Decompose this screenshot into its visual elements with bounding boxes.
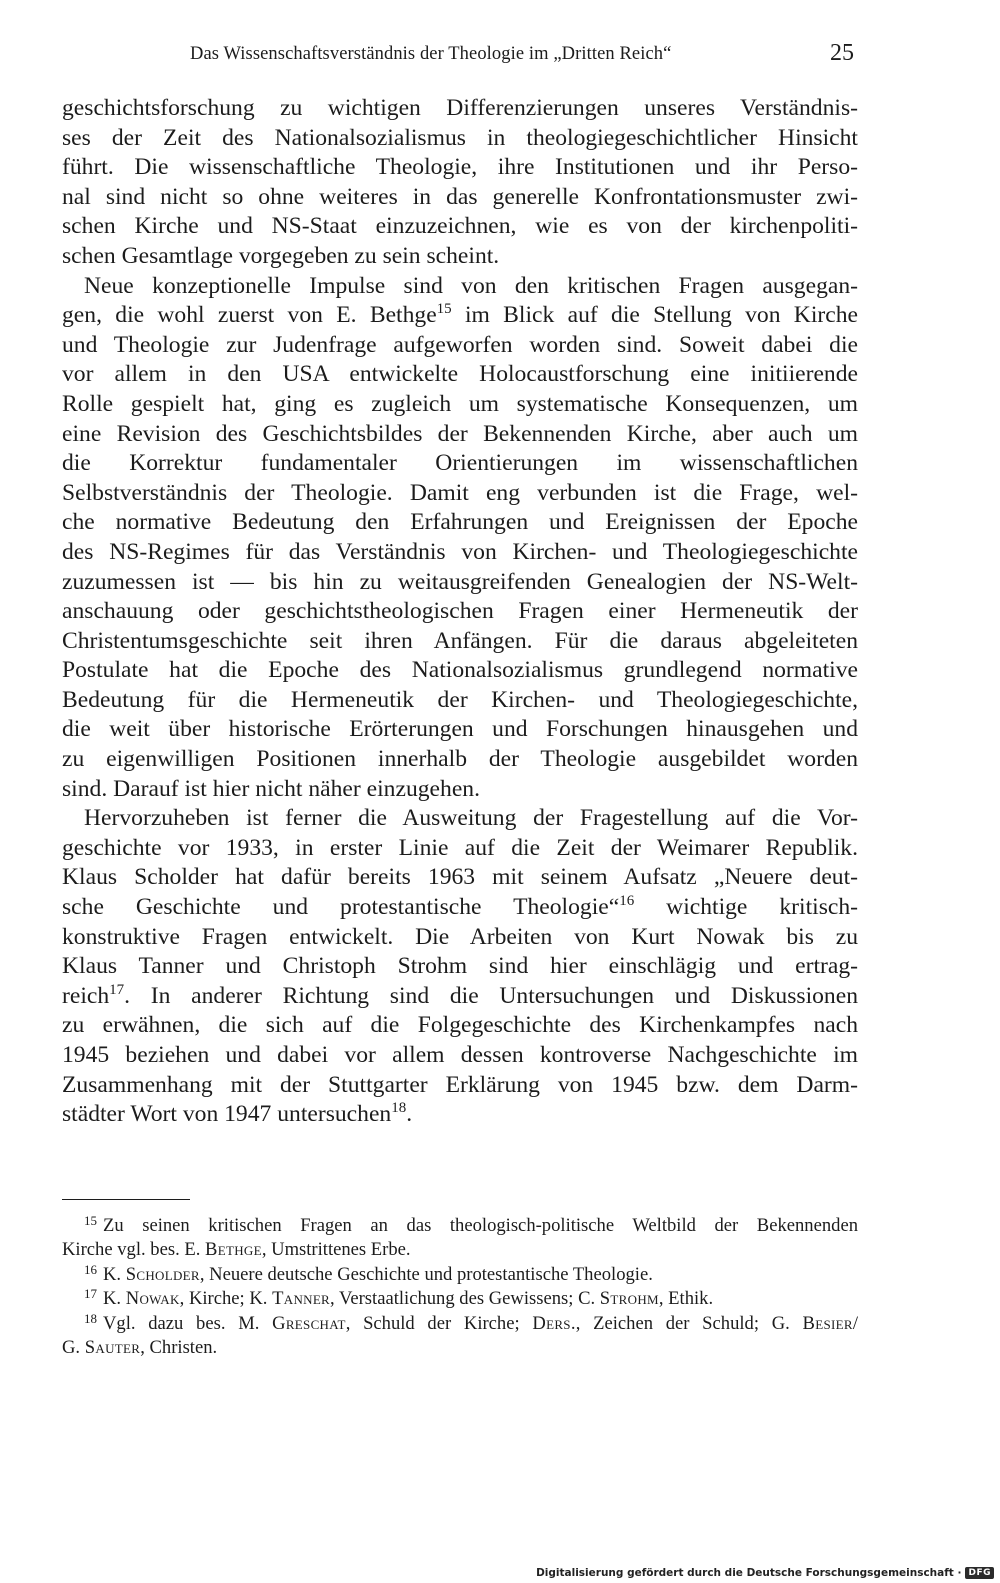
footnote-16 xyxy=(62,1263,858,1287)
text-span: städter Wort von 1947 untersuchen xyxy=(62,1101,392,1128)
text-line: Christentumsgeschichte seit ihren Anfängen. Für die daraus abgeleiteten xyxy=(62,627,858,654)
footnote-17 xyxy=(62,1287,858,1311)
text-line xyxy=(62,1214,858,1238)
text-line: Rolle gespielt hat, ging es zugleich um systematische Konsequenzen, um xyxy=(62,390,858,417)
footnotes xyxy=(62,1214,858,1360)
text-span: wichtige kritisch- xyxy=(634,894,858,921)
text-line: und Theologie zur Judenfrage aufgeworfen worden sind. Soweit dabei die xyxy=(62,331,858,358)
text-span: sche Geschichte und protestantische Theologie“ xyxy=(62,894,620,921)
banner-text: Digitalisierung gefördert durch die Deutsche Forschungsgemeinschaft · xyxy=(536,1567,962,1579)
footnote-ref-16[interactable]: 16 xyxy=(619,893,635,910)
text-span: , Ethik. xyxy=(658,1288,714,1310)
footnote-divider xyxy=(62,1199,190,1200)
text-line xyxy=(62,982,858,1012)
text-line: geschichtsforschung zu wichtigen Differenzierungen unseres Verständnis- xyxy=(62,95,858,121)
author-name: Ders. xyxy=(532,1312,576,1334)
text-span: Kirche vgl. bes. E. xyxy=(62,1239,206,1261)
text-line: eine Revision des Geschichtsbildes der Bekennenden Kirche, aber auch um xyxy=(62,420,858,447)
text-line xyxy=(62,1312,858,1336)
text-line: nal sind nicht so ohne weiteres in das generelle Konfrontationsmuster zwi- xyxy=(62,183,858,210)
author-name: Greschat xyxy=(272,1312,346,1334)
author-name: Bethge xyxy=(205,1239,262,1261)
text-span: / xyxy=(852,1312,858,1334)
text-line xyxy=(62,893,858,923)
text-span: Zu seinen kritischen Fragen an das theologisch-politische Weltbild der Bekennenden xyxy=(103,1215,858,1236)
author-name: Nowak xyxy=(125,1288,180,1310)
text-line: ses der Zeit des Nationalsozialismus in theologiegeschichtlicher Hinsicht xyxy=(62,124,858,151)
text-line xyxy=(62,1287,858,1311)
text-line: Zusammenhang mit der Stuttgarter Erklärung von 1945 bzw. dem Darm- xyxy=(62,1071,858,1098)
text-line: geschichte vor 1933, in erster Linie auf die Zeit der Weimarer Republik. xyxy=(62,834,858,861)
footnote-number: 17 xyxy=(84,1286,97,1302)
text-span: . xyxy=(406,1101,413,1128)
text-line: Klaus Scholder hat dafür bereits 1963 mit seinem Aufsatz „Neuere deut- xyxy=(62,864,858,891)
text-line: Neue konzeptionelle Impulse sind von den kritischen Fragen ausgegan- xyxy=(84,272,858,299)
text-span: Vgl. dazu bes. M. xyxy=(103,1312,273,1334)
paragraph-2 xyxy=(62,272,858,805)
author-name: Sauter xyxy=(84,1337,141,1359)
author-name: Strohm xyxy=(599,1288,659,1310)
text-line: zu eigenwilligen Positionen innerhalb der Theologie ausgebildet worden xyxy=(62,746,858,773)
text-line xyxy=(62,301,858,331)
text-line: die weit über historische Erörterungen und Forschungen hinausgehen und xyxy=(62,716,858,743)
text-line: anschauung oder geschichtstheologischen Fragen einer Hermeneutik der xyxy=(62,598,858,625)
text-line: Postulate hat die Epoche des Nationalsozialismus grundlegend normative xyxy=(62,657,858,684)
footnote-number: 16 xyxy=(84,1261,97,1277)
text-line: führt. Die wissenschaftliche Theologie, ihre Institutionen und ihr Perso- xyxy=(62,154,858,181)
footnote-number: 18 xyxy=(84,1310,97,1326)
text-line: die Korrektur fundamentaler Orientierungen im wissenschaftlichen xyxy=(62,450,858,477)
text-line: Hervorzuheben ist ferner die Ausweitung der Fragestellung auf die Vor- xyxy=(84,805,858,832)
footnote-ref-17[interactable]: 17 xyxy=(109,981,125,998)
text-span: G. xyxy=(62,1337,85,1359)
text-span: , Verstaatlichung des Gewissens; C. xyxy=(330,1288,600,1310)
text-span: , Christen. xyxy=(140,1337,218,1359)
text-span: . In anderer Richtung sind die Untersuchungen und Diskussionen xyxy=(124,982,858,1009)
running-title: Das Wissenschaftsverständnis der Theologie im „Dritten Reich“ xyxy=(190,44,672,64)
text-span: , Neuere deutsche Geschichte und protestantische Theologie. xyxy=(199,1263,653,1285)
footnote-ref-18[interactable]: 18 xyxy=(391,1100,407,1117)
text-line: 1945 beziehen und dabei vor allem dessen kontroverse Nachgeschichte im xyxy=(62,1042,858,1068)
text-line: des NS-Regimes für das Verständnis von Kirchen- und Theologiegeschichte xyxy=(62,538,858,565)
paragraph-3 xyxy=(62,804,858,1130)
author-name: Scholder xyxy=(125,1263,200,1285)
dfg-logo: DFG xyxy=(965,1567,994,1579)
text-span: K. xyxy=(103,1263,126,1285)
author-name: Besier xyxy=(802,1312,853,1334)
text-line xyxy=(62,1100,858,1130)
text-line xyxy=(62,1263,858,1287)
text-span: , Zeichen der Schuld; G. xyxy=(575,1312,803,1334)
paragraph-1 xyxy=(62,94,858,272)
footnote-number: 15 xyxy=(84,1213,97,1228)
text-line: Bedeutung für die Hermeneutik der Kirchen- und Theologiegeschichte, xyxy=(62,686,858,713)
text-line: Klaus Tanner und Christoph Strohm sind hier einschlägig und ertrag- xyxy=(62,953,858,980)
text-line: zu erwähnen, die sich auf die Folgegeschichte des Kirchenkampfes nach xyxy=(62,1012,858,1039)
text-span: , Kirche; K. xyxy=(179,1288,273,1310)
text-line: Selbstverständnis der Theologie. Damit eng verbunden ist die Frage, wel- xyxy=(62,479,858,506)
digitization-banner xyxy=(536,1567,994,1579)
footnote-18 xyxy=(62,1312,858,1361)
text-line: schen Gesamtlage vorgegeben zu sein scheint. xyxy=(62,242,500,269)
page-number: 25 xyxy=(830,40,854,66)
text-span: gen, die wohl zuerst von E. Bethge xyxy=(62,302,437,329)
text-line: schen Kirche und NS-Staat einzuzeichnen, wie es von der kirchenpoliti- xyxy=(62,213,858,240)
footnote-ref-15[interactable]: 15 xyxy=(436,301,452,318)
text-line: che normative Bedeutung den Erfahrungen und Ereignissen der Epoche xyxy=(62,509,858,536)
text-span: K. xyxy=(103,1288,126,1310)
text-line xyxy=(62,1238,858,1262)
footnote-15 xyxy=(62,1214,858,1263)
text-line xyxy=(62,1336,858,1360)
text-span: reich xyxy=(62,982,110,1009)
text-line: vor allem in den USA entwickelte Holocaustforschung eine initiierende xyxy=(62,361,858,388)
text-line: sind. Darauf ist hier nicht näher einzugehen. xyxy=(62,775,480,802)
author-name: Tanner xyxy=(272,1288,331,1310)
text-span: im Blick auf die Stellung von Kirche xyxy=(451,302,859,329)
text-line: konstruktive Fragen entwickelt. Die Arbeiten von Kurt Nowak bis zu xyxy=(62,923,858,950)
text-span: , Schuld der Kirche; xyxy=(345,1312,533,1334)
text-line: zuzumessen ist — bis hin zu weitausgreifenden Genealogien der NS-Welt- xyxy=(62,568,858,595)
text-span: , Umstrittenes Erbe. xyxy=(261,1239,411,1261)
body-text xyxy=(62,94,858,1130)
